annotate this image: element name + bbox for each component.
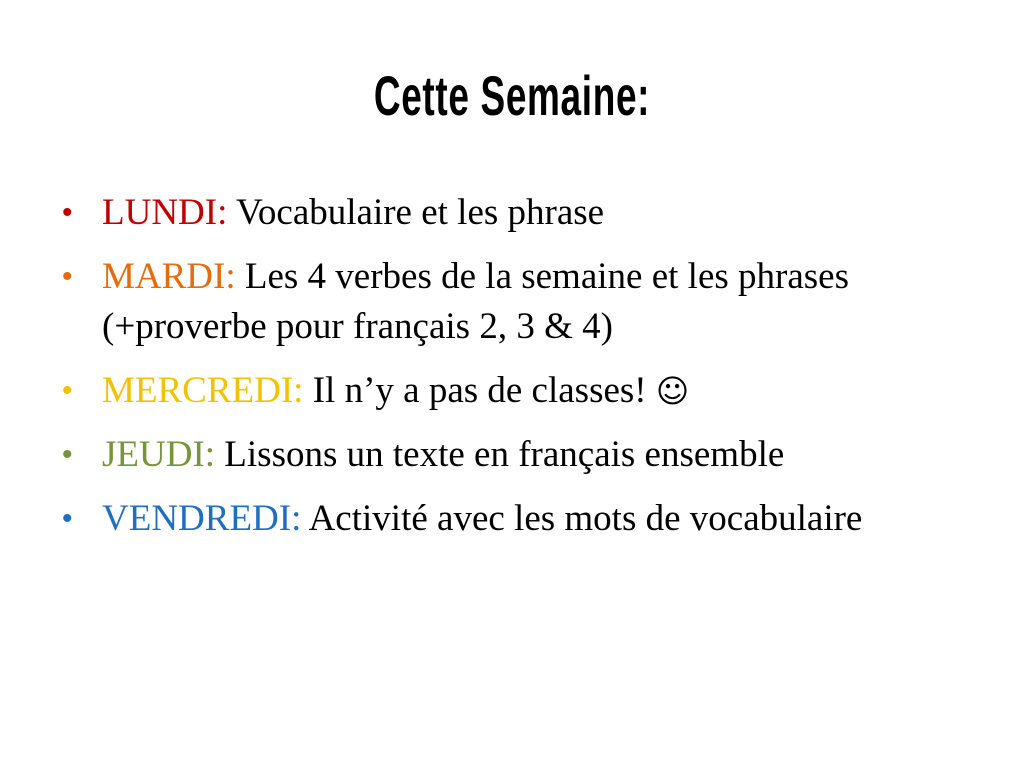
day-label: MERCREDI:	[102, 370, 304, 411]
day-label: JEUDI:	[102, 434, 216, 475]
item-text: Vocabulaire et les phrase	[227, 192, 605, 233]
list-item-lundi	[62, 188, 962, 238]
bullet-icon: •	[62, 438, 73, 471]
item-text: Activité avec les mots de vocabulaire	[301, 498, 863, 539]
day-label: VENDREDI:	[102, 498, 302, 539]
bullet-icon: •	[62, 260, 73, 293]
list-item-mercredi	[62, 366, 962, 416]
smiley-icon: ☺	[655, 372, 690, 410]
slide-title: Cette Semaine:	[373, 64, 651, 127]
list-item-vendredi	[62, 494, 962, 544]
day-label: MARDI:	[102, 256, 236, 297]
bullet-icon: •	[62, 502, 73, 535]
list-item-mardi	[62, 252, 962, 352]
item-text: Lissons un texte en français ensemble	[215, 434, 785, 475]
item-text: Il n’y a pas de classes!	[303, 370, 656, 411]
day-label: LUNDI:	[102, 192, 228, 233]
bullet-icon: •	[62, 196, 73, 229]
item-text: Les 4 verbes de la semaine et les phrases (+proverbe pour français 2, 3 & 4)	[102, 256, 849, 347]
schedule-list	[62, 188, 962, 558]
bullet-icon: •	[62, 374, 73, 407]
list-item-jeudi	[62, 430, 962, 480]
